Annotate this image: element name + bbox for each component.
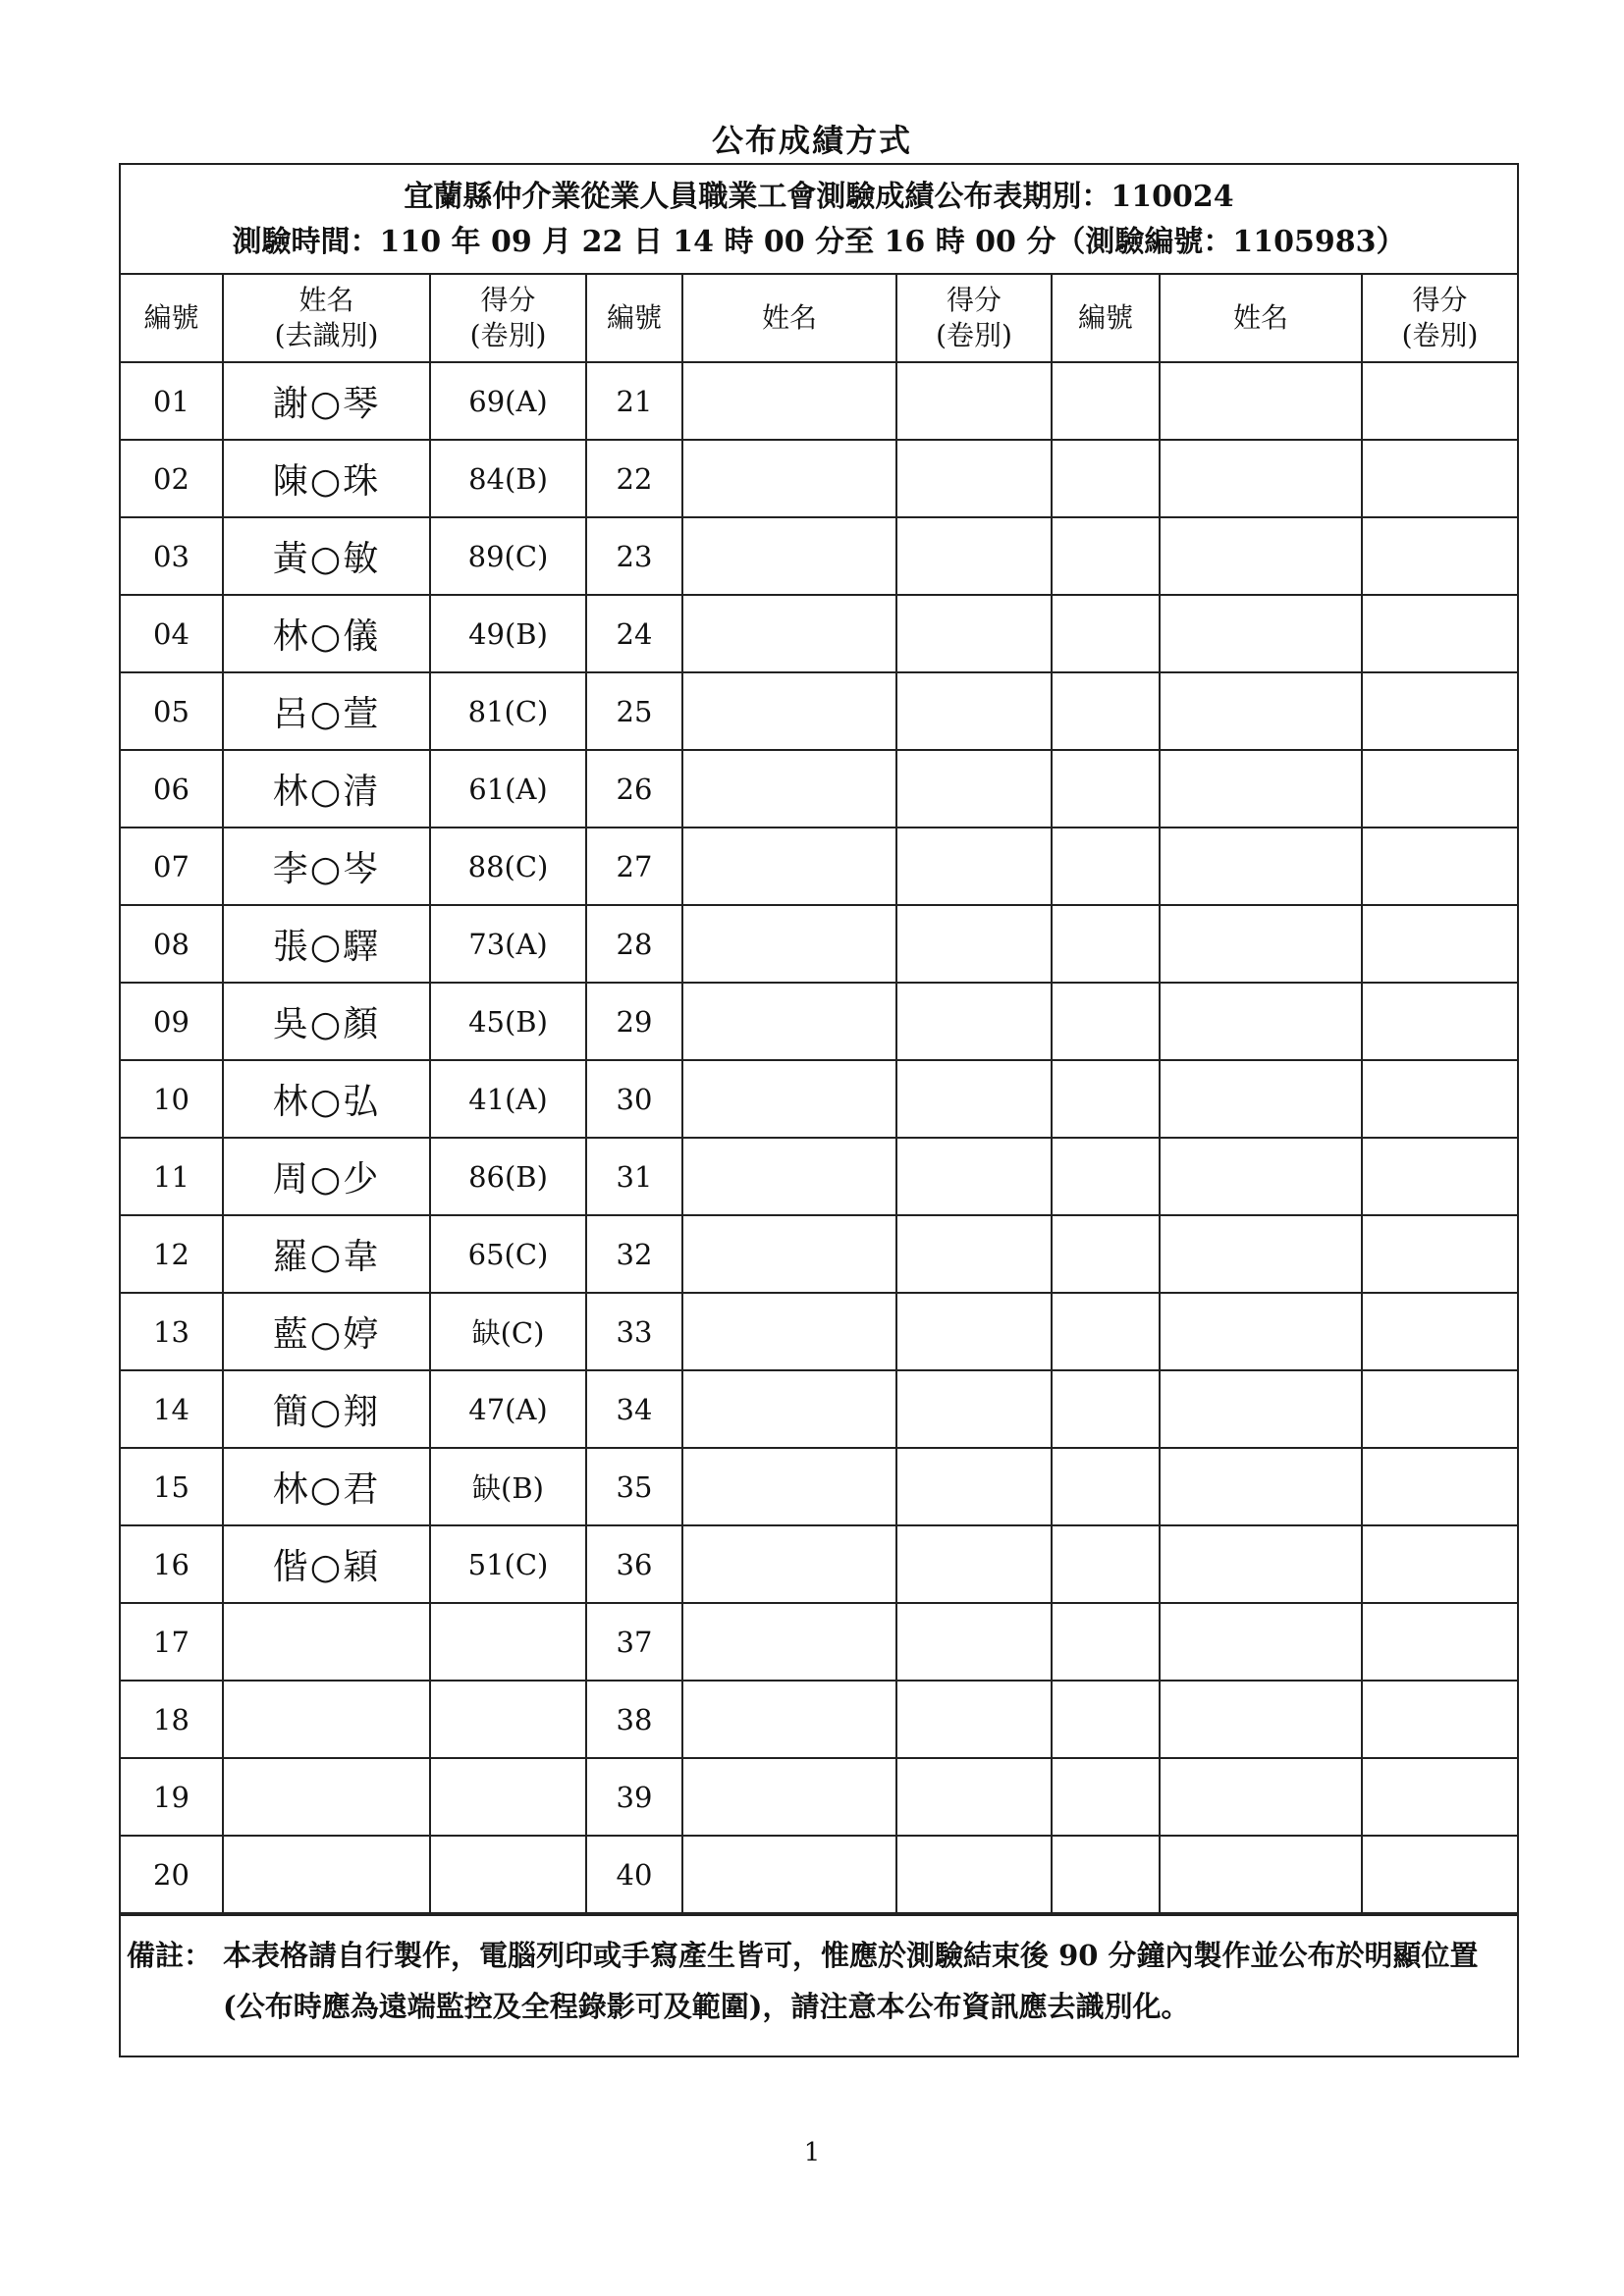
score-table: [121, 275, 1517, 1914]
page-number: 1: [803, 2138, 821, 2167]
cell-name: 李○岑: [223, 828, 430, 905]
cell-score-3: [1362, 362, 1517, 440]
cell-num-3: [1052, 828, 1160, 905]
cell-score-3: [1362, 517, 1517, 595]
cell-num-3: [1052, 1681, 1160, 1758]
cell-num-3: [1052, 750, 1160, 828]
cell-name: 林○君: [223, 1448, 430, 1525]
cell-score-3: [1362, 750, 1517, 828]
cell-name-3: [1160, 750, 1362, 828]
cell-num-2: 30: [586, 1060, 682, 1138]
cell-num: 15: [121, 1448, 223, 1525]
cell-score-2: [896, 1060, 1052, 1138]
cell-name: 陳○珠: [223, 440, 430, 517]
cell-num-2: 24: [586, 595, 682, 672]
cell-num-3: [1052, 905, 1160, 983]
cell-score-3: [1362, 1525, 1517, 1603]
cell-name-3: [1160, 362, 1362, 440]
cell-num-2: 26: [586, 750, 682, 828]
cell-num-2: 35: [586, 1448, 682, 1525]
cell-num: 03: [121, 517, 223, 595]
cell-name-3: [1160, 595, 1362, 672]
cell-score-3: [1362, 1836, 1517, 1913]
cell-name: 羅○韋: [223, 1215, 430, 1293]
cell-num: 07: [121, 828, 223, 905]
cell-score-3: [1362, 1293, 1517, 1370]
cell-score: 84(B): [430, 440, 586, 517]
cell-name-3: [1160, 1836, 1362, 1913]
col-header-name-2: 姓名: [682, 275, 896, 362]
col-header-name-3: 姓名: [1160, 275, 1362, 362]
cell-score-2: [896, 983, 1052, 1060]
cell-num-3: [1052, 517, 1160, 595]
cell-name-3: [1160, 1603, 1362, 1681]
cell-name: 簡○翔: [223, 1370, 430, 1448]
cell-score-2: [896, 1603, 1052, 1681]
table-row: [121, 1060, 1517, 1138]
cell-num-2: 38: [586, 1681, 682, 1758]
cell-score: 86(B): [430, 1138, 586, 1215]
cell-score-3: [1362, 1215, 1517, 1293]
cell-name-3: [1160, 517, 1362, 595]
col-header-score: [430, 275, 586, 362]
cell-score: 缺(B): [430, 1448, 586, 1525]
cell-num: 12: [121, 1215, 223, 1293]
cell-name-2: [682, 362, 896, 440]
table-row: [121, 672, 1517, 750]
cell-score: 69(A): [430, 362, 586, 440]
cell-name-2: [682, 672, 896, 750]
cell-name-3: [1160, 1060, 1362, 1138]
cell-name-2: [682, 1681, 896, 1758]
cell-score-2: [896, 1836, 1052, 1913]
col-header-score-2: [896, 275, 1052, 362]
cell-name: 偕○穎: [223, 1525, 430, 1603]
cell-num-2: 39: [586, 1758, 682, 1836]
cell-score-2: [896, 750, 1052, 828]
cell-num-2: 34: [586, 1370, 682, 1448]
cell-score-3: [1362, 1448, 1517, 1525]
cell-num-2: 28: [586, 905, 682, 983]
document-title: 公布成績方式: [711, 122, 912, 159]
cell-score-2: [896, 1525, 1052, 1603]
table-row: [121, 1681, 1517, 1758]
cell-name-3: [1160, 1525, 1362, 1603]
cell-num-2: 32: [586, 1215, 682, 1293]
form-header-title: 宜蘭縣仲介業從業人員職業工會測驗成績公布表期別：110024: [404, 180, 1234, 214]
cell-score-2: [896, 1681, 1052, 1758]
cell-num: 09: [121, 983, 223, 1060]
cell-num-3: [1052, 1060, 1160, 1138]
table-row: [121, 1525, 1517, 1603]
cell-name: 林○弘: [223, 1060, 430, 1138]
col-header-score-label: 得分: [946, 284, 1001, 316]
col-header-score-sub: (卷別): [469, 319, 547, 351]
cell-name-3: [1160, 672, 1362, 750]
cell-score: 51(C): [430, 1525, 586, 1603]
cell-score-2: [896, 1758, 1052, 1836]
cell-num-3: [1052, 1138, 1160, 1215]
cell-num: 10: [121, 1060, 223, 1138]
cell-score-2: [896, 1215, 1052, 1293]
table-row: [121, 828, 1517, 905]
cell-name: 張○驛: [223, 905, 430, 983]
cell-num-3: [1052, 1215, 1160, 1293]
cell-name-2: [682, 595, 896, 672]
remarks: [121, 1914, 1517, 2032]
cell-score-2: [896, 595, 1052, 672]
cell-num-3: [1052, 1293, 1160, 1370]
cell-score: 88(C): [430, 828, 586, 905]
cell-name: 吳○顏: [223, 983, 430, 1060]
cell-num-2: 25: [586, 672, 682, 750]
table-row: [121, 362, 1517, 440]
cell-num: 02: [121, 440, 223, 517]
cell-score: 61(A): [430, 750, 586, 828]
col-header-score-label: 得分: [1412, 284, 1468, 316]
cell-num-3: [1052, 1836, 1160, 1913]
cell-num-2: 36: [586, 1525, 682, 1603]
cell-num: 14: [121, 1370, 223, 1448]
cell-name-2: [682, 1293, 896, 1370]
table-row: [121, 983, 1517, 1060]
cell-num-3: [1052, 672, 1160, 750]
cell-name-3: [1160, 1681, 1362, 1758]
col-header-score-label: 得分: [480, 284, 536, 316]
cell-name-3: [1160, 1448, 1362, 1525]
table-row: [121, 440, 1517, 517]
cell-name-3: [1160, 1758, 1362, 1836]
cell-num-3: [1052, 1758, 1160, 1836]
cell-num: 19: [121, 1758, 223, 1836]
cell-score: 49(B): [430, 595, 586, 672]
table-row: [121, 595, 1517, 672]
table-row: [121, 517, 1517, 595]
cell-score: 41(A): [430, 1060, 586, 1138]
col-header-name-label: 姓名: [298, 284, 354, 316]
cell-name-3: [1160, 983, 1362, 1060]
table-row: [121, 1603, 1517, 1681]
col-header-score-3: [1362, 275, 1517, 362]
cell-name: 呂○萱: [223, 672, 430, 750]
cell-num-2: 31: [586, 1138, 682, 1215]
col-header-name-sub: (去識別): [274, 319, 379, 351]
cell-score: 缺(C): [430, 1293, 586, 1370]
cell-num: 05: [121, 672, 223, 750]
cell-num-3: [1052, 1370, 1160, 1448]
cell-num-2: 27: [586, 828, 682, 905]
cell-name-2: [682, 1370, 896, 1448]
score-announcement-form: [119, 163, 1519, 2057]
cell-name-2: [682, 1525, 896, 1603]
cell-name: 林○儀: [223, 595, 430, 672]
cell-score: [430, 1836, 586, 1913]
table-row: [121, 1758, 1517, 1836]
cell-num-2: 29: [586, 983, 682, 1060]
cell-score-3: [1362, 1758, 1517, 1836]
cell-num: 16: [121, 1525, 223, 1603]
cell-num: 04: [121, 595, 223, 672]
table-row: [121, 1836, 1517, 1913]
cell-name-3: [1160, 1293, 1362, 1370]
cell-name-2: [682, 1758, 896, 1836]
cell-num: 06: [121, 750, 223, 828]
cell-num: 01: [121, 362, 223, 440]
table-row: [121, 905, 1517, 983]
cell-num-3: [1052, 1525, 1160, 1603]
cell-num-2: 23: [586, 517, 682, 595]
cell-name-2: [682, 1603, 896, 1681]
cell-score-3: [1362, 828, 1517, 905]
cell-name: 藍○婷: [223, 1293, 430, 1370]
cell-name-2: [682, 983, 896, 1060]
cell-num-2: 40: [586, 1836, 682, 1913]
cell-name-3: [1160, 905, 1362, 983]
cell-score-3: [1362, 983, 1517, 1060]
cell-score-3: [1362, 672, 1517, 750]
cell-name: 林○清: [223, 750, 430, 828]
cell-name: 謝○琴: [223, 362, 430, 440]
cell-score-2: [896, 517, 1052, 595]
cell-score: 65(C): [430, 1215, 586, 1293]
cell-score: [430, 1681, 586, 1758]
cell-num-2: 21: [586, 362, 682, 440]
cell-score-3: [1362, 1681, 1517, 1758]
cell-name: [223, 1758, 430, 1836]
cell-num-2: 37: [586, 1603, 682, 1681]
cell-num-3: [1052, 440, 1160, 517]
cell-name-2: [682, 1138, 896, 1215]
cell-score-3: [1362, 1138, 1517, 1215]
cell-score-3: [1362, 595, 1517, 672]
cell-name-2: [682, 828, 896, 905]
cell-name-3: [1160, 440, 1362, 517]
cell-score: 89(C): [430, 517, 586, 595]
cell-name-2: [682, 440, 896, 517]
form-header: [121, 165, 1517, 275]
cell-score: [430, 1758, 586, 1836]
cell-score-3: [1362, 1060, 1517, 1138]
cell-name: 黃○敏: [223, 517, 430, 595]
cell-score-2: [896, 1293, 1052, 1370]
cell-name-2: [682, 1836, 896, 1913]
cell-num: 08: [121, 905, 223, 983]
col-header-num-2: 編號: [586, 275, 682, 362]
cell-name-3: [1160, 1370, 1362, 1448]
cell-num: 18: [121, 1681, 223, 1758]
cell-score-2: [896, 362, 1052, 440]
cell-score-2: [896, 905, 1052, 983]
cell-name: [223, 1836, 430, 1913]
cell-score-3: [1362, 1603, 1517, 1681]
cell-score-2: [896, 1448, 1052, 1525]
cell-score: 45(B): [430, 983, 586, 1060]
remarks-text: 本表格請自行製作，電腦列印或手寫產生皆可，惟應於測驗結束後 90 分鐘內製作並公布於明顯位置(公布時應為遠端監控及全程錄影可及範圍)，請注意本公布資訊應去識別化。: [223, 1939, 1479, 2023]
cell-num-3: [1052, 1603, 1160, 1681]
cell-name: 周○少: [223, 1138, 430, 1215]
cell-name-2: [682, 1448, 896, 1525]
cell-num-2: 33: [586, 1293, 682, 1370]
cell-name-2: [682, 1060, 896, 1138]
cell-score-3: [1362, 905, 1517, 983]
cell-score-2: [896, 440, 1052, 517]
cell-name-2: [682, 517, 896, 595]
remarks-label: 備註：: [127, 1939, 213, 1972]
cell-num-3: [1052, 1448, 1160, 1525]
cell-num: 20: [121, 1836, 223, 1913]
table-row: [121, 1215, 1517, 1293]
cell-score: 73(A): [430, 905, 586, 983]
cell-score-2: [896, 672, 1052, 750]
cell-score: 81(C): [430, 672, 586, 750]
cell-name: [223, 1603, 430, 1681]
table-row: [121, 1448, 1517, 1525]
col-header-score-sub: (卷別): [1401, 319, 1479, 351]
col-header-name-deidentified: [223, 275, 430, 362]
table-row: [121, 750, 1517, 828]
table-row: [121, 1293, 1517, 1370]
cell-num-3: [1052, 595, 1160, 672]
cell-name: [223, 1681, 430, 1758]
cell-num-3: [1052, 983, 1160, 1060]
cell-score-2: [896, 828, 1052, 905]
cell-score-2: [896, 1138, 1052, 1215]
cell-name-2: [682, 750, 896, 828]
col-header-score-sub: (卷別): [936, 319, 1012, 351]
cell-score-3: [1362, 1370, 1517, 1448]
cell-score-3: [1362, 440, 1517, 517]
form-header-exam-time: 測驗時間：110 年 09 月 22 日 14 時 00 分至 16 時 00 分（測驗編號：1105983）: [232, 225, 1406, 259]
cell-name-3: [1160, 1138, 1362, 1215]
col-header-num: 編號: [121, 275, 223, 362]
cell-num-3: [1052, 362, 1160, 440]
cell-num: 11: [121, 1138, 223, 1215]
table-row: [121, 1370, 1517, 1448]
cell-name-3: [1160, 828, 1362, 905]
cell-num: 13: [121, 1293, 223, 1370]
cell-name-3: [1160, 1215, 1362, 1293]
cell-score: 47(A): [430, 1370, 586, 1448]
cell-score: [430, 1603, 586, 1681]
cell-name-2: [682, 905, 896, 983]
table-header-row: [121, 275, 1517, 362]
cell-num: 17: [121, 1603, 223, 1681]
col-header-num-3: 編號: [1052, 275, 1160, 362]
cell-num-2: 22: [586, 440, 682, 517]
cell-name-2: [682, 1215, 896, 1293]
cell-score-2: [896, 1370, 1052, 1448]
table-row: [121, 1138, 1517, 1215]
